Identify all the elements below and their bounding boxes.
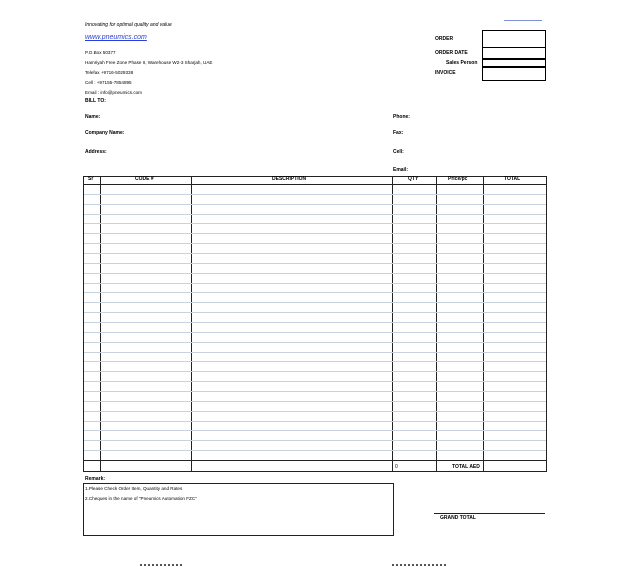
order-items-table — [83, 176, 547, 472]
company-tagline: Innovating for optimal quality and value — [85, 22, 172, 28]
table-row-line — [84, 391, 546, 392]
table-row-line — [84, 243, 546, 244]
address-line-2: Hamriyah Free Zone Phase II, Warehouse W2-3 Sharjah, UAE — [85, 60, 213, 65]
column-header-description: DESCRIPTION — [272, 176, 307, 182]
column-divider — [436, 177, 437, 471]
table-row-line — [84, 352, 546, 353]
column-divider — [100, 177, 101, 471]
company-website-link[interactable]: www.pneumics.com — [85, 34, 147, 41]
table-row-line — [84, 430, 546, 431]
table-row-line — [84, 440, 546, 441]
table-row-line — [84, 421, 546, 422]
table-row-line — [84, 312, 546, 313]
table-row-line — [84, 253, 546, 254]
table-row-line — [84, 381, 546, 382]
order-date-label: ORDER DATE — [435, 50, 468, 56]
bill-to-title: BILL TO: — [85, 98, 106, 104]
column-header-price: Price/pc — [448, 176, 468, 182]
email-label: Email: — [393, 167, 409, 173]
company-name-label: Company Name: — [85, 130, 125, 136]
table-row-line — [84, 292, 546, 293]
table-row-line — [84, 342, 546, 343]
table-row-line — [84, 371, 546, 372]
remark-title: Remark: — [85, 476, 106, 482]
footer-total-aed: TOTAL AED — [452, 464, 480, 470]
order-number-field[interactable] — [482, 30, 546, 48]
table-row-line — [84, 223, 546, 224]
table-row-line — [84, 263, 546, 264]
table-row-line — [84, 411, 546, 412]
address-line-3: Telefax +9716-5029338 — [85, 70, 134, 75]
table-footer-divider — [84, 460, 546, 461]
signature-mark-right — [392, 564, 446, 566]
table-row-line — [84, 401, 546, 402]
name-label: Name: — [85, 114, 101, 120]
table-row-line — [84, 233, 546, 234]
address-line-1: P.O.Box 50377 — [85, 50, 116, 55]
column-header-code: CODE # — [135, 176, 154, 182]
table-row-line — [84, 194, 546, 195]
table-row-line — [84, 302, 546, 303]
signature-mark-left — [140, 564, 182, 566]
remark-line-2: 2.Cheques in the name of "Pneumics Automation FZC" — [85, 496, 197, 501]
address-line-4: Cell : +97155-7854895 — [85, 80, 132, 85]
order-label: ORDER — [435, 36, 454, 42]
table-row-line — [84, 450, 546, 451]
grand-total-line — [434, 513, 545, 514]
column-divider — [191, 177, 192, 471]
table-row-line — [84, 204, 546, 205]
invoice-field[interactable] — [482, 66, 546, 81]
address-line-5: Email : info@pneumics.com — [85, 90, 143, 95]
table-row-line — [84, 332, 546, 333]
header-accent-line — [504, 20, 542, 21]
table-row-line — [84, 283, 546, 284]
table-header-divider — [84, 184, 546, 185]
table-row-line — [84, 214, 546, 215]
fax-label: Fax: — [393, 130, 404, 136]
phone-label: Phone: — [393, 114, 410, 120]
column-header-total: TOTAL — [504, 176, 521, 182]
column-header-qty: QTY — [408, 176, 419, 182]
column-divider — [483, 177, 484, 471]
invoice-label: INVOICE — [435, 70, 456, 76]
table-row-line — [84, 322, 546, 323]
column-divider — [392, 177, 393, 471]
table-row-line — [84, 273, 546, 274]
grand-total-label: GRAND TOTAL — [440, 515, 476, 521]
table-row-line — [84, 361, 546, 362]
address-label: Address: — [85, 149, 107, 155]
sales-person-label: Sales Person — [446, 60, 478, 66]
cell-label: Cell: — [393, 149, 404, 155]
remark-line-1: 1.Please Check Order Item, Quantity and Rates — [85, 486, 183, 491]
footer-zero-value: 0 — [395, 464, 398, 470]
column-header-sr: Sr — [88, 176, 94, 182]
